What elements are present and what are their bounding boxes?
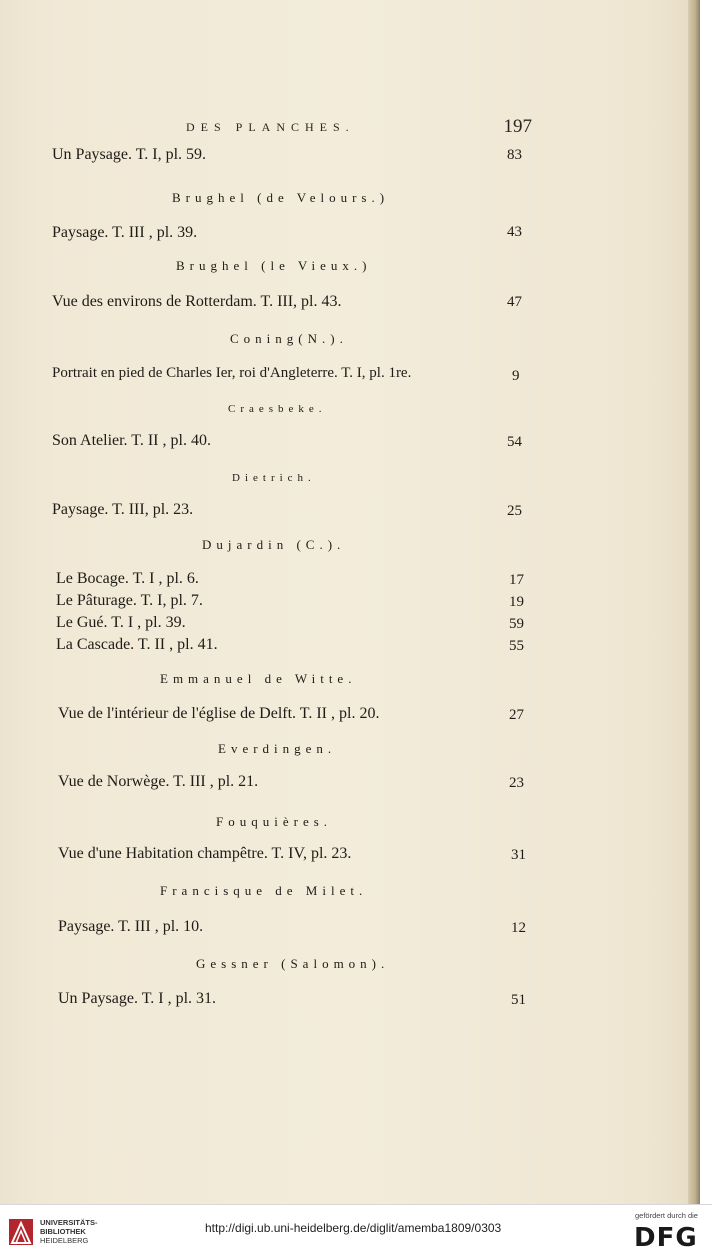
entry-number: 23 xyxy=(509,775,524,791)
entry-text: Paysage. T. III, pl. 23. xyxy=(52,501,194,518)
page-number: 197 xyxy=(503,116,532,137)
entry-text: Vue des environs de Rotterdam. T. III, pl. 43. xyxy=(52,293,342,310)
artist-heading: Francisque de Milet. xyxy=(160,883,368,898)
entry-number: 43 xyxy=(507,224,522,240)
library-name-line3: HEIDELBERG xyxy=(40,1236,89,1245)
artist-heading: Everdingen. xyxy=(218,741,337,756)
viewer-footer xyxy=(0,1204,712,1257)
permalink-url[interactable]: http://digi.ub.uni-heidelberg.de/diglit/amemba1809/0303 xyxy=(205,1221,502,1235)
entry-text: Vue de l'intérieur de l'église de Delft. T. II , pl. 20. xyxy=(58,705,380,722)
running-title: DES PLANCHES. xyxy=(186,120,355,134)
dfg-logo[interactable]: DFG xyxy=(634,1223,698,1253)
entry-text: La Cascade. T. II , pl. 41. xyxy=(56,636,218,653)
page-edge xyxy=(688,0,700,1204)
artist-heading: Craesbeke. xyxy=(228,403,327,415)
entry-text: Son Atelier. T. II , pl. 40. xyxy=(52,432,211,449)
entry-number: 59 xyxy=(509,616,524,632)
entry-number: 12 xyxy=(511,920,526,936)
entry-text: Le Pâturage. T. I, pl. 7. xyxy=(56,592,203,609)
page-header xyxy=(52,116,532,146)
entry-text: Un Paysage. T. I, pl. 59. xyxy=(52,146,207,163)
library-name[interactable] xyxy=(40,1218,98,1245)
entry-text: Un Paysage. T. I , pl. 31. xyxy=(58,990,217,1007)
entry-text: Vue de Norwège. T. III , pl. 21. xyxy=(58,773,259,790)
entry-number: 31 xyxy=(511,847,526,863)
heidelberg-library-logo-icon[interactable] xyxy=(8,1215,34,1247)
artist-heading: Coning(N.). xyxy=(230,331,348,346)
library-name-line2: BIBLIOTHEK xyxy=(40,1227,86,1236)
entry-number: 55 xyxy=(509,638,524,654)
entry-number: 83 xyxy=(507,147,522,163)
entry-number: 25 xyxy=(507,503,522,519)
entry-text: Paysage. T. III , pl. 39. xyxy=(52,224,198,241)
entry-number: 9 xyxy=(512,368,520,384)
funder-caption: gefördert durch die xyxy=(635,1211,698,1220)
artist-heading: Gessner (Salomon). xyxy=(196,956,390,971)
library-name-line1: UNIVERSITÄTS- xyxy=(40,1218,98,1227)
artist-heading: Brughel (le Vieux.) xyxy=(176,258,372,273)
entry-number: 54 xyxy=(507,434,522,450)
entry-number: 51 xyxy=(511,992,526,1008)
entry-text: Portrait en pied de Charles Ier, roi d'Angleterre. T. I, pl. 1re. xyxy=(52,365,412,381)
entry-number: 47 xyxy=(507,294,522,310)
entry-text: Le Gué. T. I , pl. 39. xyxy=(56,614,186,631)
entry-number: 17 xyxy=(509,572,524,588)
entry-text: Paysage. T. III , pl. 10. xyxy=(58,918,204,935)
entry-text: Vue d'une Habitation champêtre. T. IV, pl. 23. xyxy=(58,845,352,862)
entry-text: Le Bocage. T. I , pl. 6. xyxy=(56,570,199,587)
artist-heading: Fouquières. xyxy=(216,814,333,829)
artist-heading: Dietrich. xyxy=(232,472,316,484)
artist-heading: Brughel (de Velours.) xyxy=(172,190,390,205)
artist-heading: Emmanuel de Witte. xyxy=(160,671,357,686)
artist-heading: Dujardin (C.). xyxy=(202,537,346,552)
entry-number: 27 xyxy=(509,707,524,723)
entry-number: 19 xyxy=(509,594,524,610)
